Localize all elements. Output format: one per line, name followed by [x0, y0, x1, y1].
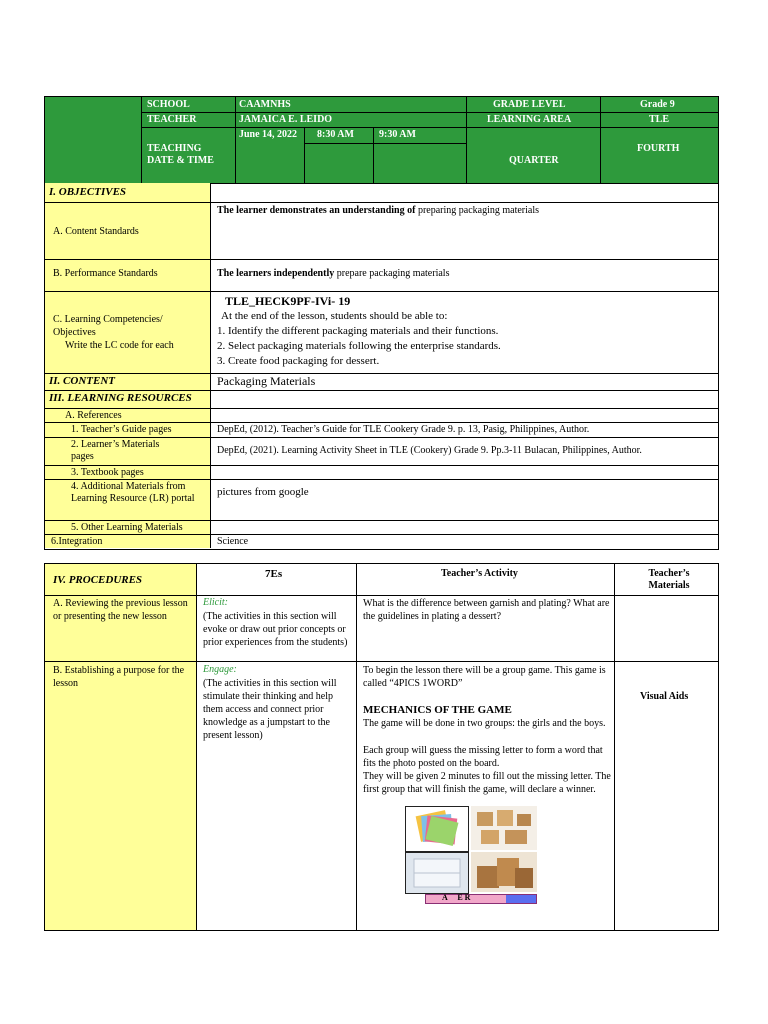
other-materials-label: 5. Other Learning Materials — [71, 522, 183, 533]
lc-item-1: 1. Identify the different packaging materials and their functions. — [217, 325, 499, 337]
grade-label: GRADE LEVEL — [493, 99, 566, 110]
row-b-activity-4: They will be given 2 minutes to fill out the missing letter. The first group that will finish the game, will declare a winner. — [363, 771, 611, 795]
additional-value: pictures from google — [217, 486, 309, 498]
procedures-heading: IV. PROCEDURES — [53, 574, 143, 586]
row-b-activity-3: Each group will guess the missing letter to form a word that fits the photo posted on the board. — [363, 745, 603, 769]
school-value: CAAMNHS — [239, 99, 291, 110]
content-standards-label: A. Content Standards — [53, 226, 139, 237]
datetime-label: TEACHING DATE & TIME — [147, 143, 214, 166]
school-label: SCHOOL — [147, 99, 190, 110]
teacher-label: TEACHER — [147, 114, 197, 125]
time-end: 9:30 AM — [379, 129, 416, 140]
integration-value: Science — [217, 536, 249, 547]
puzzle-pic-cardboard-boxes — [471, 852, 537, 892]
puzzle-pic-white-boxes — [405, 852, 469, 894]
puzzle-letters: A E R — [442, 893, 471, 902]
row-a-e: Elicit: — [203, 597, 228, 608]
lc-code: TLE_HECK9PF-IVi- 19 — [225, 294, 351, 308]
puzzle-pic-colored-papers — [405, 806, 469, 852]
row-b-e-desc: (The activities in this section will stimulate their thinking and help them access and connect prior knowledge as a jumpstart to the present lesson) — [203, 678, 337, 741]
lc-item-3: 3. Create food packaging for dessert. — [217, 355, 380, 367]
col-teacher-materials: Teacher’s Materials — [648, 568, 690, 591]
row-a-e-desc: (The activities in this section will evoke or draw out prior concepts or prior experiences from the students) — [203, 611, 348, 648]
lc-intro: At the end of the lesson, students should be able to: — [221, 310, 448, 322]
resources-heading: III. LEARNING RESOURCES — [49, 392, 192, 404]
puzzle-pic-paper-cups — [471, 806, 537, 850]
row-b-activity-2: The game will be done in two groups: the girls and the boys. — [363, 718, 606, 729]
area-value: TLE — [649, 114, 670, 125]
references-label: A. References — [65, 410, 122, 421]
row-b-materials: Visual Aids — [640, 691, 689, 702]
performance-standards-value: The learners independently prepare packaging materials — [217, 268, 450, 279]
area-label: LEARNING AREA — [487, 114, 572, 125]
lc-item-2: 2. Select packaging materials following the enterprise standards. — [217, 340, 501, 352]
tg-value: DepEd, (2012). Teacher’s Guide for TLE Cookery Grade 9. p. 13, Pasig, Philippines, Author. — [217, 424, 590, 435]
integration-label: 6.Integration — [51, 536, 103, 547]
procedures-table — [44, 563, 719, 931]
additional-label: 4. Additional Materials from Learning Resource (LR) portal — [71, 481, 195, 504]
tb-label: 3. Textbook pages — [71, 467, 144, 478]
col-7es: 7Es — [265, 568, 283, 580]
lesson-plan-header — [44, 96, 719, 184]
row-b-label: B. Establishing a purpose for the lesson — [53, 665, 185, 689]
row-b-mechanics: MECHANICS OF THE GAME — [363, 704, 512, 716]
teacher-value: JAMAICA E. LEIDO — [239, 114, 333, 125]
row-b-activity-1: To begin the lesson there will be a group game. This game is called “4PICS 1WORD” — [363, 665, 606, 689]
performance-standards-label: B. Performance Standards — [53, 268, 158, 279]
puzzle-answer-strip — [425, 894, 537, 904]
time-start: 8:30 AM — [317, 129, 354, 140]
row-b-e: Engage: — [203, 664, 237, 675]
objectives-heading: I. OBJECTIVES — [49, 186, 127, 198]
tg-label: 1. Teacher’s Guide pages — [71, 424, 172, 435]
col-teacher-activity: Teacher’s Activity — [441, 568, 518, 579]
quarter-value: FOURTH — [637, 143, 680, 154]
lm-value: DepEd, (2021). Learning Activity Sheet in TLE (Cookery) Grade 9. Pp.3-11 Bulacan, Philippines, Author. — [217, 445, 642, 456]
competency-sublabel: Write the LC code for each — [65, 340, 174, 351]
competency-label: C. Learning Competencies/ Objectives — [53, 314, 163, 338]
lesson-plan-body — [44, 183, 719, 550]
grade-value: Grade 9 — [640, 99, 675, 110]
content-heading: II. CONTENT — [49, 375, 116, 387]
lm-label: 2. Learner’s Materials pages — [71, 439, 160, 462]
date-value: June 14, 2022 — [239, 129, 298, 140]
content-value: Packaging Materials — [217, 374, 316, 388]
row-a-activity: What is the difference between garnish and plating? What are the guidelines in plating a dessert? — [363, 598, 610, 622]
four-pics-puzzle-image — [403, 804, 539, 904]
row-a-label: A. Reviewing the previous lesson or presenting the new lesson — [53, 598, 188, 622]
quarter-label: QUARTER — [509, 155, 559, 166]
content-standards-value: The learner demonstrates an understanding of preparing packaging materials — [217, 205, 539, 216]
